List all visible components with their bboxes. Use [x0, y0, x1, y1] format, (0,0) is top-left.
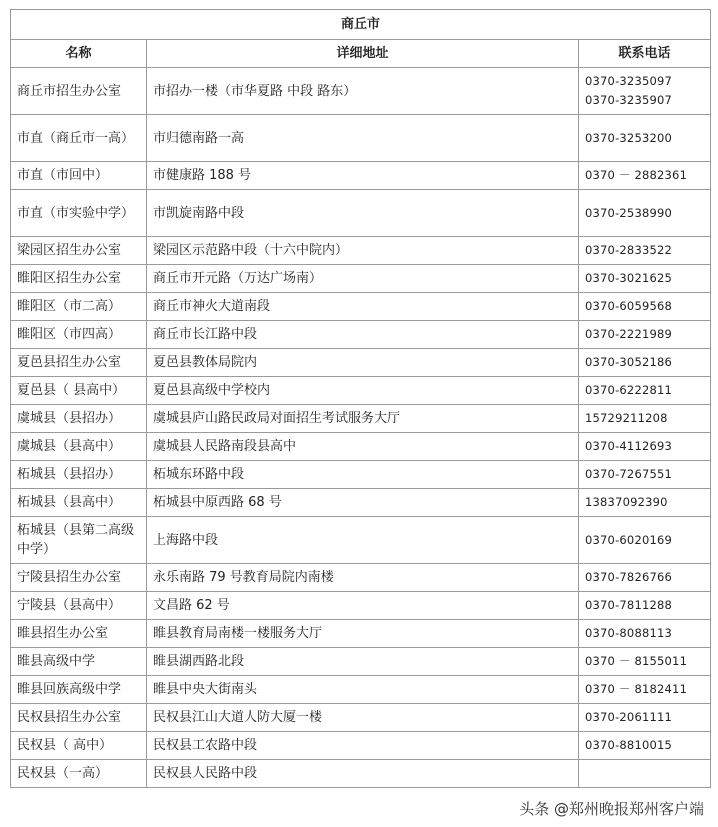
table-row [11, 732, 711, 760]
table-title-row [11, 10, 711, 40]
office-name-cell: 虞城县（县高中） [11, 433, 147, 461]
phone-number: 0370-3253200 [585, 130, 673, 145]
office-name-cell: 睢县回族高级中学 [11, 676, 147, 704]
office-name-cell: 民权县招生办公室 [11, 704, 147, 732]
office-name-cell: 柘城县（县第二高级中学） [11, 517, 147, 564]
office-name-cell: 睢阳区（市四高） [11, 321, 147, 349]
phone-cell [579, 620, 711, 648]
phone-cell [579, 162, 711, 190]
phone-cell [579, 564, 711, 592]
table-row [11, 489, 711, 517]
phone-number: 0370-8810015 [585, 738, 673, 752]
address-cell: 市归德南路一高 [147, 115, 579, 162]
phone-number: 0370-7267551 [585, 467, 673, 481]
address-cell: 商丘市开元路（万达广场南） [147, 265, 579, 293]
table-header-row [11, 40, 711, 68]
phone-cell [579, 321, 711, 349]
address-cell: 虞城县庐山路民政局对面招生考试服务大厅 [147, 405, 579, 433]
office-name-cell: 夏邑县招生办公室 [11, 349, 147, 377]
table-row [11, 620, 711, 648]
table-row [11, 237, 711, 265]
table-row [11, 517, 711, 564]
address-cell: 商丘市神火大道南段 [147, 293, 579, 321]
table-row [11, 190, 711, 237]
office-name-cell: 睢阳区（市二高） [11, 293, 147, 321]
phone-number: 0370-8088113 [585, 626, 673, 640]
address-cell: 柘城县中原西路 68 号 [147, 489, 579, 517]
admissions-office-table [10, 9, 711, 788]
table-row [11, 377, 711, 405]
watermark-text: 头条 @郑州晚报郑州客户端 [519, 800, 704, 818]
header-address: 详细地址 [147, 40, 579, 68]
phone-number: 0370-2538990 [585, 205, 673, 220]
table-row [11, 115, 711, 162]
phone-number: 0370 － 2882361 [585, 168, 688, 182]
office-name-cell: 民权县（ 高中） [11, 732, 147, 760]
table-row [11, 162, 711, 190]
phone-number: 0370-2061111 [585, 710, 673, 724]
phone-number: 0370-3235097 [585, 74, 673, 88]
address-cell: 上海路中段 [147, 517, 579, 564]
office-name-cell: 夏邑县（ 县高中） [11, 377, 147, 405]
phone-cell [579, 293, 711, 321]
phone-cell [579, 517, 711, 564]
phone-cell [579, 237, 711, 265]
address-cell: 民权县江山大道人防大厦一楼 [147, 704, 579, 732]
office-name-cell: 宁陵县招生办公室 [11, 564, 147, 592]
phone-cell [579, 405, 711, 433]
address-cell: 市凯旋南路中段 [147, 190, 579, 237]
address-cell: 柘城东环路中段 [147, 461, 579, 489]
phone-number: 0370-3021625 [585, 271, 673, 285]
table-row [11, 760, 711, 788]
table-row [11, 265, 711, 293]
phone-number: 0370-6222811 [585, 383, 673, 397]
address-cell: 市健康路 188 号 [147, 162, 579, 190]
office-name-cell: 睢阳区招生办公室 [11, 265, 147, 293]
office-name-cell: 商丘市招生办公室 [11, 68, 147, 115]
office-name-cell: 宁陵县（县高中） [11, 592, 147, 620]
phone-number: 0370-7826766 [585, 570, 673, 584]
phone-cell [579, 68, 711, 115]
office-name-cell: 市直（商丘市一高） [11, 115, 147, 162]
phone-cell [579, 489, 711, 517]
phone-cell [579, 648, 711, 676]
phone-cell [579, 592, 711, 620]
table-body [11, 68, 711, 788]
address-cell: 睢县教育局南楼一楼服务大厅 [147, 620, 579, 648]
phone-cell [579, 349, 711, 377]
header-phone: 联系电话 [579, 40, 711, 68]
table-row [11, 676, 711, 704]
office-name-cell: 梁园区招生办公室 [11, 237, 147, 265]
table-row [11, 592, 711, 620]
address-cell: 夏邑县高级中学校内 [147, 377, 579, 405]
phone-cell [579, 377, 711, 405]
table-row [11, 405, 711, 433]
table-row [11, 68, 711, 115]
table-row [11, 461, 711, 489]
table-row [11, 564, 711, 592]
address-cell: 文昌路 62 号 [147, 592, 579, 620]
office-name-cell: 市直（市回中） [11, 162, 147, 190]
table-row [11, 349, 711, 377]
office-name-cell: 市直（市实验中学） [11, 190, 147, 237]
address-cell: 睢县湖西路北段 [147, 648, 579, 676]
office-name-cell: 柘城县（县高中） [11, 489, 147, 517]
office-name-cell: 睢县高级中学 [11, 648, 147, 676]
phone-number: 0370 － 8182411 [585, 682, 688, 696]
address-cell: 永乐南路 79 号教育局院内南楼 [147, 564, 579, 592]
office-name-cell: 柘城县（县招办） [11, 461, 147, 489]
phone-number: 0370-2833522 [585, 243, 673, 257]
phone-cell [579, 115, 711, 162]
phone-number: 15729211208 [585, 411, 668, 425]
address-cell: 市招办一楼（市华夏路 中段 路东） [147, 68, 579, 115]
address-cell: 民权县人民路中段 [147, 760, 579, 788]
phone-cell [579, 461, 711, 489]
phone-number: 13837092390 [585, 495, 668, 509]
table-row [11, 648, 711, 676]
phone-number: 0370 － 8155011 [585, 654, 688, 668]
phone-number: 0370-6020169 [585, 532, 673, 547]
phone-cell [579, 732, 711, 760]
phone-number: 0370-7811288 [585, 598, 673, 612]
phone-number: 0370-6059568 [585, 299, 673, 313]
address-cell: 睢县中央大街南头 [147, 676, 579, 704]
phone-cell [579, 433, 711, 461]
address-cell: 虞城县人民路南段县高中 [147, 433, 579, 461]
table-row [11, 293, 711, 321]
table-row [11, 433, 711, 461]
table-row [11, 704, 711, 732]
phone-cell [579, 676, 711, 704]
phone-number-secondary: 0370-3235907 [585, 93, 673, 107]
phone-number: 0370-2221989 [585, 327, 673, 341]
phone-number: 0370-4112693 [585, 439, 673, 453]
address-cell: 商丘市长江路中段 [147, 321, 579, 349]
phone-cell [579, 265, 711, 293]
table-row [11, 321, 711, 349]
office-name-cell: 虞城县（县招办） [11, 405, 147, 433]
phone-cell [579, 704, 711, 732]
phone-number: 0370-3052186 [585, 355, 673, 369]
address-cell: 夏邑县教体局院内 [147, 349, 579, 377]
header-name: 名称 [11, 40, 147, 68]
table-title: 商丘市 [11, 10, 711, 40]
address-cell: 梁园区示范路中段（十六中院内） [147, 237, 579, 265]
phone-cell [579, 190, 711, 237]
office-name-cell: 睢县招生办公室 [11, 620, 147, 648]
office-name-cell: 民权县（一高） [11, 760, 147, 788]
address-cell: 民权县工农路中段 [147, 732, 579, 760]
phone-cell [579, 760, 711, 788]
